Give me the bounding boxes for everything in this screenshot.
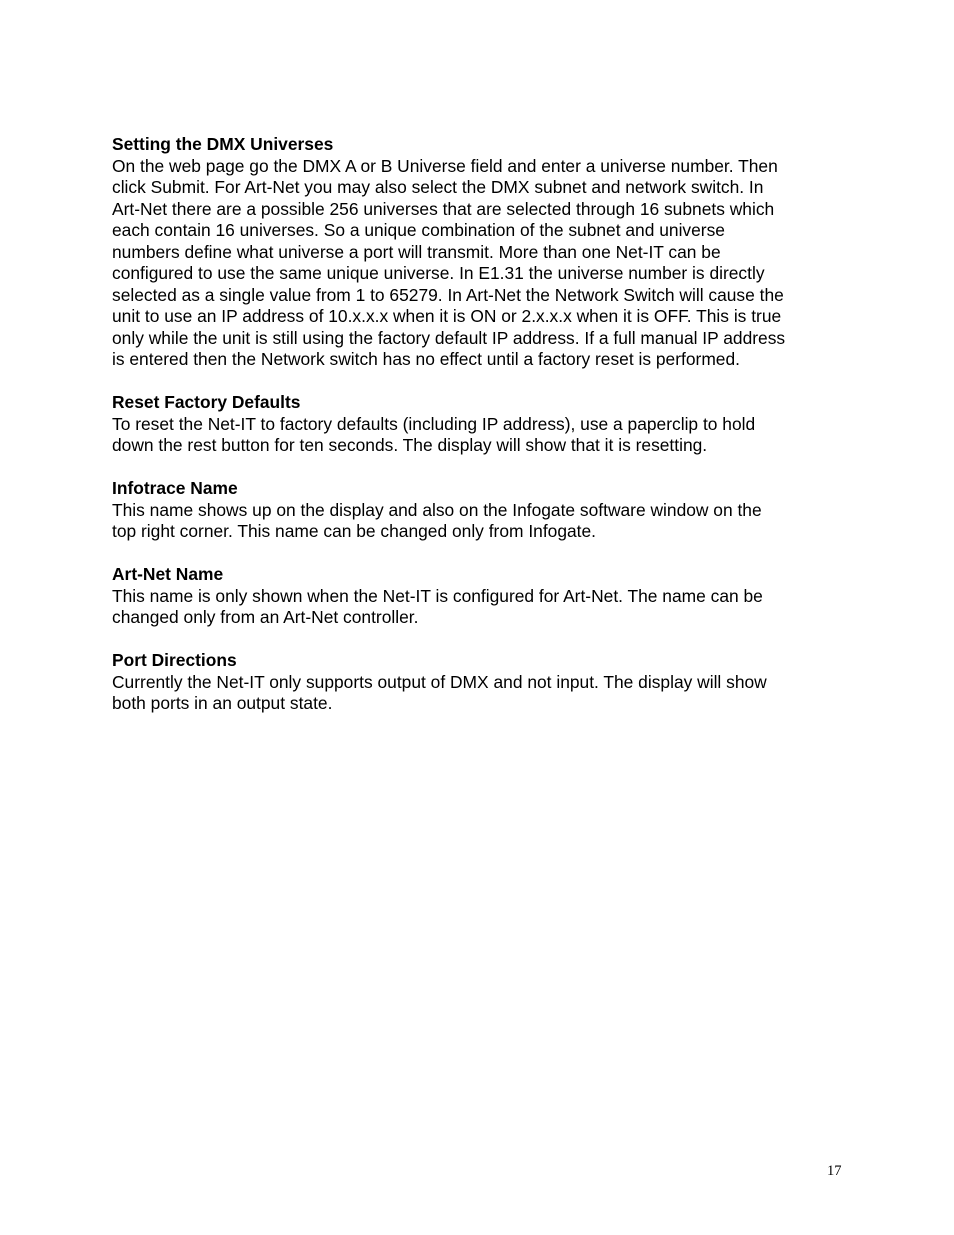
paragraph-line: only while the unit is still using the factory default IP address. If a full manual IP address	[112, 327, 786, 348]
paragraph-line: down the rest button for ten seconds. The display will show that it is resetting.	[112, 435, 708, 455]
document-body	[112, 134, 842, 736]
paragraph-line: configured to use the same unique universe. In E1.31 the universe number is directly	[112, 263, 765, 283]
paragraph-line: numbers define what universe a port will transmit. More than one Net-IT can be	[112, 241, 721, 262]
section-infotrace-name	[112, 478, 842, 543]
paragraph-line: changed only from an Art-Net controller.	[112, 607, 419, 627]
section-heading: Port Directions	[112, 650, 237, 670]
paragraph-line: selected as a single value from 1 to 65279. In Art-Net the Network Switch will cause the	[112, 284, 784, 305]
section-reset-factory-defaults	[112, 392, 842, 457]
paragraph-line: both ports in an output state.	[112, 693, 333, 713]
section-setting-dmx-universes	[112, 134, 842, 371]
paragraph-line: Currently the Net-IT only supports output of DMX and not input. The display will show	[112, 671, 767, 692]
paragraph-line: each contain 16 universes. So a unique combination of the subnet and universe	[112, 220, 725, 240]
section-heading: Reset Factory Defaults	[112, 392, 301, 412]
section-heading: Infotrace Name	[112, 478, 238, 498]
section-port-directions	[112, 650, 842, 715]
paragraph-line: Art-Net there are a possible 256 universes that are selected through 16 subnets which	[112, 198, 775, 219]
section-art-net-name	[112, 564, 842, 629]
paragraph-line: unit to use an IP address of 10.x.x.x when it is ON or 2.x.x.x when it is OFF. This is true	[112, 306, 782, 326]
paragraph-line: click Submit. For Art-Net you may also select the DMX subnet and network switch. In	[112, 177, 764, 197]
paragraph-line: On the web page go the DMX A or B Universe field and enter a universe number. Then	[112, 155, 778, 176]
section-heading: Setting the DMX Universes	[112, 134, 334, 154]
paragraph-line: This name is only shown when the Net-IT is configured for Art-Net. The name can be	[112, 585, 763, 606]
paragraph-line: This name shows up on the display and also on the Infogate software window on the	[112, 499, 762, 520]
section-heading: Art-Net Name	[112, 564, 224, 584]
paragraph-line: is entered then the Network switch has no effect until a factory reset is performed.	[112, 349, 740, 369]
page-number: 17	[827, 1163, 842, 1179]
paragraph-line: To reset the Net-IT to factory defaults (including IP address), use a paperclip to hold	[112, 413, 756, 434]
paragraph-line: top right corner. This name can be changed only from Infogate.	[112, 521, 597, 541]
